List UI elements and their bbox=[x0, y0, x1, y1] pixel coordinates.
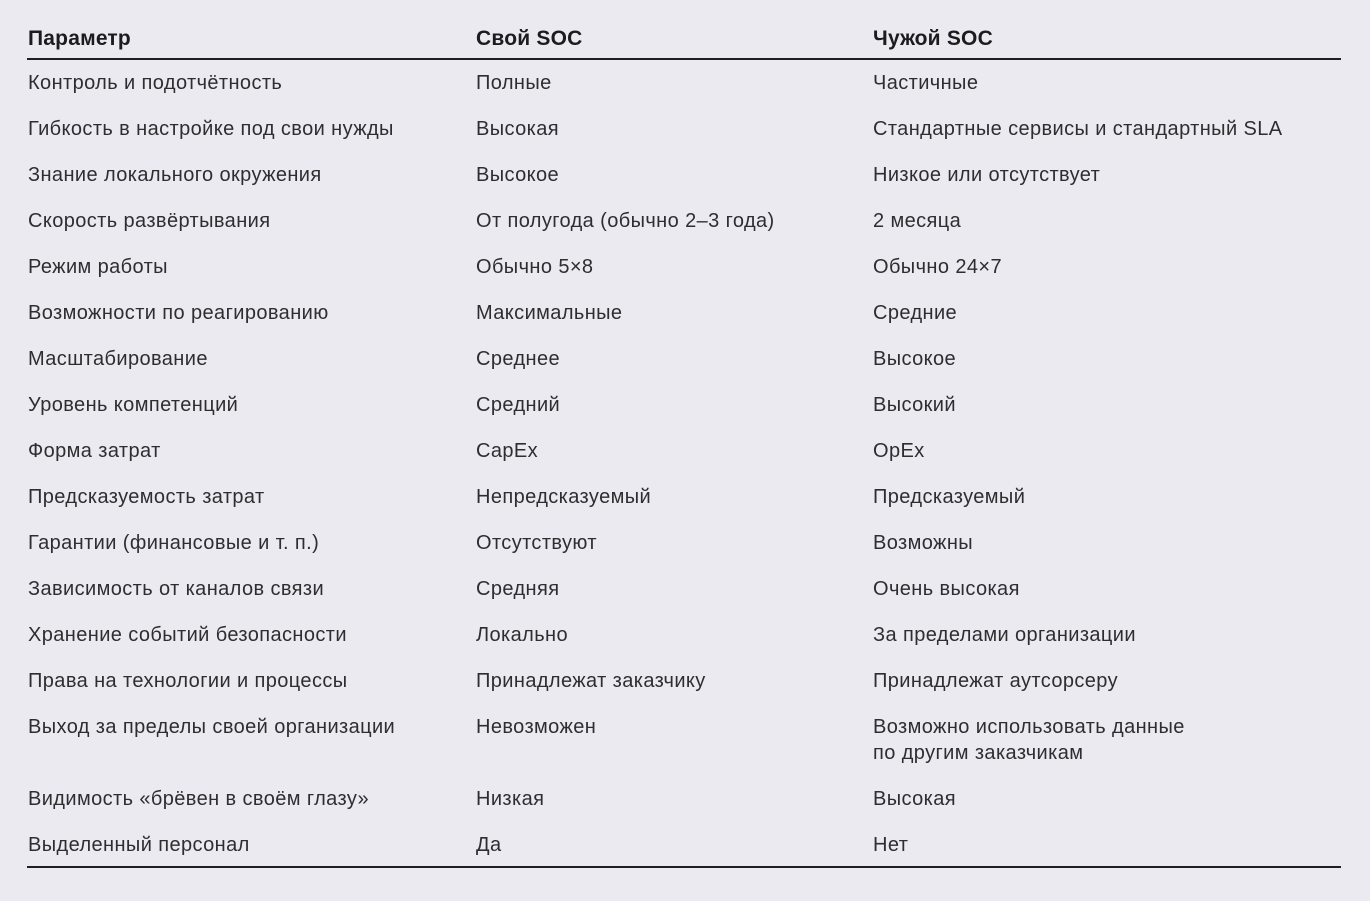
parameter-cell bbox=[27, 152, 475, 198]
table-body bbox=[27, 59, 1341, 867]
outsourced-soc-cell bbox=[872, 152, 1341, 198]
parameter-cell bbox=[27, 336, 475, 382]
outsourced-soc-cell bbox=[872, 612, 1341, 658]
cell-text: Средние bbox=[873, 302, 958, 324]
table-row bbox=[27, 566, 1341, 612]
own-soc-cell bbox=[475, 566, 872, 612]
outsourced-soc-cell bbox=[872, 566, 1341, 612]
parameter-cell bbox=[27, 658, 475, 704]
parameter-cell bbox=[27, 822, 475, 867]
own-soc-cell bbox=[475, 612, 872, 658]
cell-text: Гибкость в настройке под свои нужды bbox=[28, 118, 394, 140]
table-row bbox=[27, 520, 1341, 566]
own-soc-cell bbox=[475, 59, 872, 106]
cell-text: Среднее bbox=[476, 348, 561, 370]
comparison-table-container bbox=[27, 20, 1341, 868]
cell-text: От полугода (обычно 2–3 года) bbox=[476, 210, 775, 232]
cell-text: Принадлежат аутсорсеру bbox=[873, 670, 1118, 692]
cell-text: Высокое bbox=[476, 164, 560, 186]
outsourced-soc-cell bbox=[872, 776, 1341, 822]
cell-text: Нет bbox=[873, 834, 909, 856]
parameter-cell bbox=[27, 612, 475, 658]
cell-text: Хранение событий безопасности bbox=[28, 624, 347, 646]
parameter-cell bbox=[27, 59, 475, 106]
cell-text: Высокая bbox=[873, 788, 957, 810]
table-row bbox=[27, 382, 1341, 428]
cell-text: Принадлежат заказчику bbox=[476, 670, 706, 692]
cell-text: Гарантии (финансовые и т. п.) bbox=[28, 532, 320, 554]
cell-text: Знание локального окружения bbox=[28, 164, 322, 186]
cell-text: Полные bbox=[476, 72, 552, 94]
parameter-cell bbox=[27, 566, 475, 612]
parameter-cell bbox=[27, 704, 475, 776]
outsourced-soc-cell bbox=[872, 336, 1341, 382]
table-row bbox=[27, 612, 1341, 658]
cell-text: Контроль и подотчётность bbox=[28, 72, 283, 94]
cell-text: Частичные bbox=[873, 72, 979, 94]
cell-text: Непредсказуемый bbox=[476, 486, 652, 508]
own-soc-cell bbox=[475, 776, 872, 822]
cell-text: Стандартные сервисы и стандартный SLA bbox=[873, 118, 1283, 140]
column-header-own-soc: Свой SOC bbox=[475, 20, 872, 59]
column-header-parameter: Параметр bbox=[27, 20, 475, 59]
cell-text: Выход за пределы своей организации bbox=[28, 716, 396, 738]
cell-text: Высокая bbox=[476, 118, 560, 140]
cell-text: Обычно 5×8 bbox=[476, 256, 594, 278]
table-row bbox=[27, 290, 1341, 336]
outsourced-soc-cell bbox=[872, 658, 1341, 704]
cell-text: Отсутствуют bbox=[476, 532, 597, 554]
parameter-cell bbox=[27, 198, 475, 244]
outsourced-soc-cell bbox=[872, 474, 1341, 520]
table-row bbox=[27, 244, 1341, 290]
cell-text: Невозможен bbox=[476, 716, 597, 738]
cell-text: Предсказуемый bbox=[873, 486, 1026, 508]
cell-text: Возможно использовать данные по другим заказчикам bbox=[873, 716, 1185, 764]
cell-text: Средняя bbox=[476, 578, 560, 600]
cell-text: Возможности по реагированию bbox=[28, 302, 329, 324]
outsourced-soc-cell bbox=[872, 244, 1341, 290]
cell-text: Локально bbox=[476, 624, 569, 646]
own-soc-cell bbox=[475, 106, 872, 152]
own-soc-cell bbox=[475, 244, 872, 290]
parameter-cell bbox=[27, 520, 475, 566]
cell-text: Видимость «брёвен в своём глазу» bbox=[28, 788, 369, 810]
parameter-cell bbox=[27, 244, 475, 290]
own-soc-cell bbox=[475, 428, 872, 474]
table-row bbox=[27, 704, 1341, 776]
cell-text: Средний bbox=[476, 394, 561, 416]
table-row bbox=[27, 152, 1341, 198]
table-row bbox=[27, 198, 1341, 244]
outsourced-soc-cell bbox=[872, 382, 1341, 428]
cell-text: Высокое bbox=[873, 348, 957, 370]
cell-text: Предсказуемость затрат bbox=[28, 486, 265, 508]
cell-text: CapEx bbox=[476, 440, 539, 462]
own-soc-cell bbox=[475, 198, 872, 244]
table-row bbox=[27, 822, 1341, 867]
own-soc-cell bbox=[475, 474, 872, 520]
parameter-cell bbox=[27, 776, 475, 822]
outsourced-soc-cell bbox=[872, 290, 1341, 336]
parameter-cell bbox=[27, 290, 475, 336]
cell-text: Зависимость от каналов связи bbox=[28, 578, 325, 600]
cell-text: Обычно 24×7 bbox=[873, 256, 1002, 278]
comparison-table bbox=[27, 20, 1341, 868]
outsourced-soc-cell bbox=[872, 198, 1341, 244]
cell-text: Режим работы bbox=[28, 256, 168, 278]
cell-text: Да bbox=[476, 834, 502, 856]
table-row bbox=[27, 59, 1341, 106]
own-soc-cell bbox=[475, 290, 872, 336]
cell-text: Максимальные bbox=[476, 302, 623, 324]
own-soc-cell bbox=[475, 658, 872, 704]
own-soc-cell bbox=[475, 704, 872, 776]
parameter-cell bbox=[27, 474, 475, 520]
own-soc-cell bbox=[475, 520, 872, 566]
cell-text: Уровень компетенций bbox=[28, 394, 239, 416]
parameter-cell bbox=[27, 382, 475, 428]
cell-text: Высокий bbox=[873, 394, 956, 416]
table-row bbox=[27, 658, 1341, 704]
cell-text: Форма затрат bbox=[28, 440, 161, 462]
parameter-cell bbox=[27, 428, 475, 474]
outsourced-soc-cell bbox=[872, 520, 1341, 566]
outsourced-soc-cell bbox=[872, 106, 1341, 152]
cell-text: За пределами организации bbox=[873, 624, 1136, 646]
parameter-cell bbox=[27, 106, 475, 152]
own-soc-cell bbox=[475, 382, 872, 428]
outsourced-soc-cell bbox=[872, 822, 1341, 867]
table-row bbox=[27, 428, 1341, 474]
table-row bbox=[27, 474, 1341, 520]
cell-text: Выделенный персонал bbox=[28, 834, 250, 856]
cell-text: Низкая bbox=[476, 788, 545, 810]
cell-text: OpEx bbox=[873, 440, 925, 462]
cell-text: Очень высокая bbox=[873, 578, 1020, 600]
cell-text: Возможны bbox=[873, 532, 974, 554]
table-row bbox=[27, 336, 1341, 382]
cell-text: 2 месяца bbox=[873, 210, 962, 232]
cell-text: Низкое или отсутствует bbox=[873, 164, 1101, 186]
cell-text: Масштабирование bbox=[28, 348, 208, 370]
table-header-row bbox=[27, 20, 1341, 59]
outsourced-soc-cell bbox=[872, 704, 1341, 776]
table-row bbox=[27, 776, 1341, 822]
own-soc-cell bbox=[475, 822, 872, 867]
cell-text: Права на технологии и процессы bbox=[28, 670, 348, 692]
own-soc-cell bbox=[475, 336, 872, 382]
table-row bbox=[27, 106, 1341, 152]
column-header-outsourced-soc: Чужой SOC bbox=[872, 20, 1341, 59]
outsourced-soc-cell bbox=[872, 59, 1341, 106]
outsourced-soc-cell bbox=[872, 428, 1341, 474]
own-soc-cell bbox=[475, 152, 872, 198]
cell-text: Скорость развёртывания bbox=[28, 210, 271, 232]
